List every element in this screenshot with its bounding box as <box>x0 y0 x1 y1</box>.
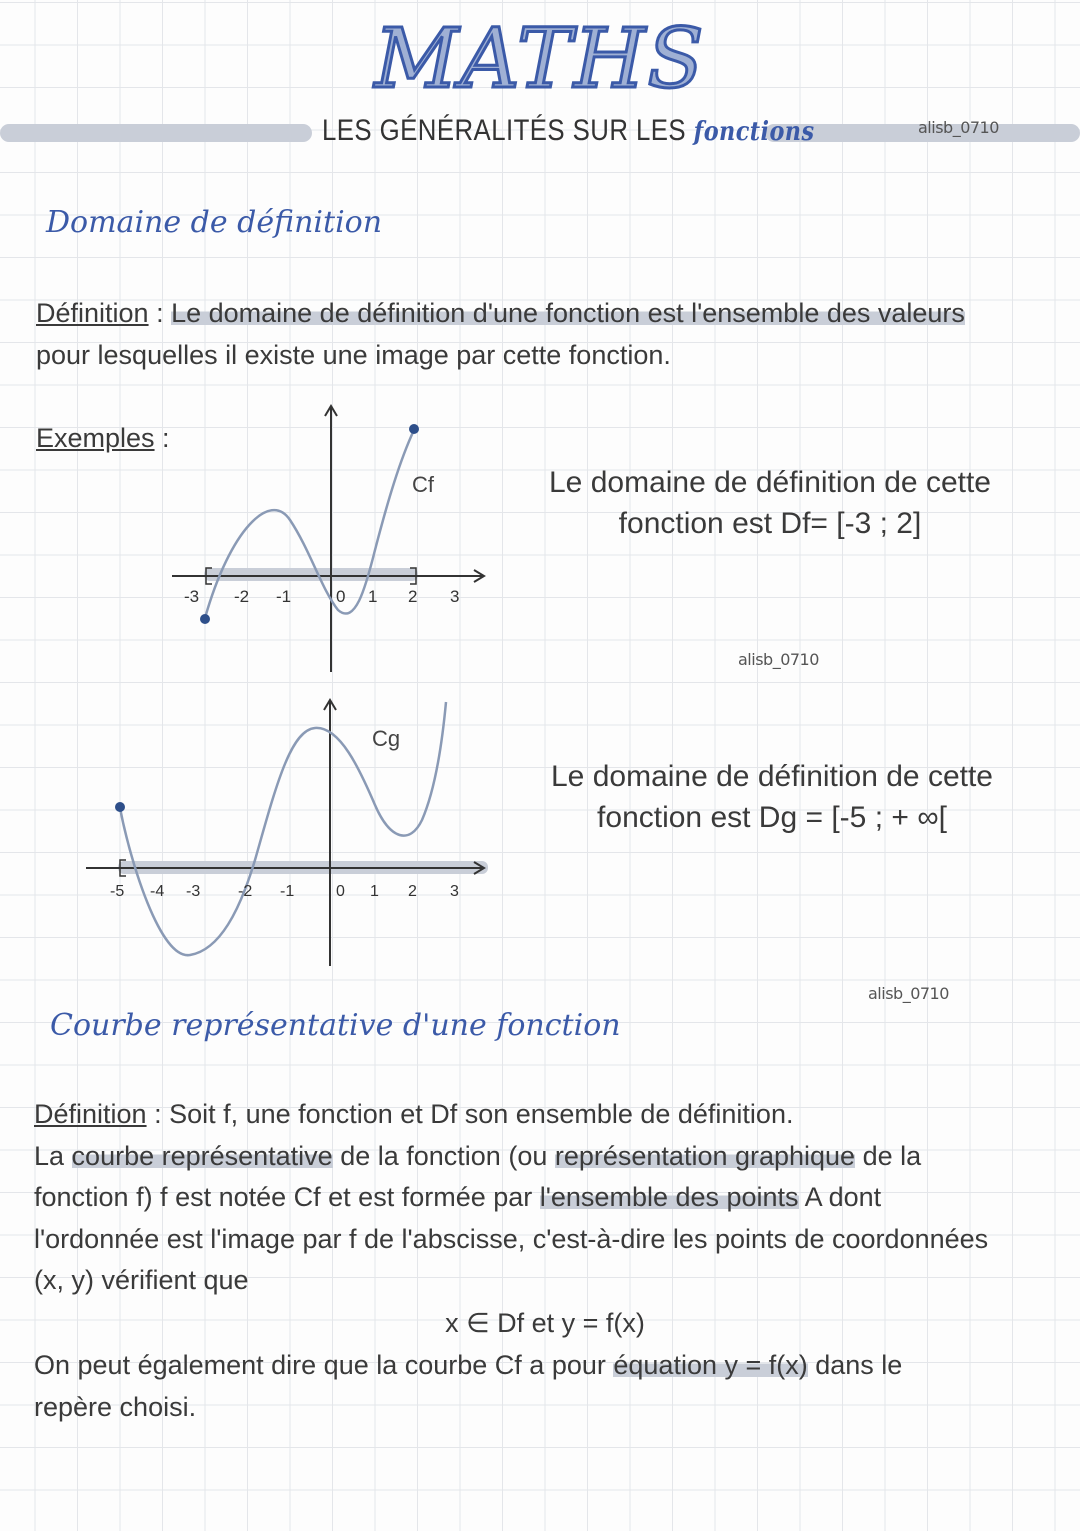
definition-label: Définition <box>36 298 149 328</box>
definition-2-line-2 <box>34 1136 988 1178</box>
caption-1-line-1: Le domaine de définition de cette <box>549 466 991 499</box>
highlight-ensemble: l'ensemble des points <box>539 1182 799 1212</box>
definition-2-line-3 <box>34 1177 988 1219</box>
tick-label: 2 <box>408 587 418 606</box>
examples-label-sep: : <box>154 423 170 453</box>
caption-example-2 <box>542 756 1002 838</box>
highlight-equation: équation y = f(x) <box>613 1350 808 1380</box>
definition-2-line-1 <box>34 1094 988 1136</box>
endpoint-left <box>115 802 125 812</box>
endpoint-right <box>409 424 419 434</box>
definition-2-line-4: l'ordonnée est l'image par f de l'abscisse, c'est-à-dire les points de coordonnées <box>34 1223 989 1254</box>
tick-label: 3 <box>450 883 459 900</box>
graph-cf <box>160 400 500 680</box>
tick-label: -1 <box>280 883 295 900</box>
header-band-left <box>0 124 312 142</box>
domain-highlight <box>204 568 418 581</box>
page-title: MATHS <box>374 12 706 107</box>
subtitle-accent: fonctions <box>693 117 815 147</box>
tick-label: 1 <box>368 587 378 606</box>
section-title-courbe: Courbe représentative d'une fonction <box>50 1008 621 1043</box>
conclusion-line-1 <box>34 1345 902 1387</box>
definition-1-text-1: Le domaine de définition d'une fonction est l'ensemble des valeurs <box>171 298 965 328</box>
tick-label: -2 <box>234 587 250 606</box>
definition-2-label: Définition <box>34 1099 147 1129</box>
watermark-mid: alisb_0710 <box>738 650 819 669</box>
caption-2-line-2: fonction est Dg = [-5 ; + ∞[ <box>597 801 947 834</box>
text-fragment: A dont <box>798 1182 882 1212</box>
formula: x ∈ Df et y = f(x) <box>445 1308 645 1338</box>
conclusion-line-2: repère choisi. <box>34 1391 197 1422</box>
highlight-representation: représentation graphique <box>554 1140 856 1171</box>
tick-label: 3 <box>450 587 460 606</box>
tick-label: -1 <box>276 587 292 606</box>
text-fragment: dans le <box>807 1350 903 1380</box>
subtitle-prefix: LES GÉNÉRALITÉS SUR LES <box>322 114 687 147</box>
watermark-top: alisb_0710 <box>918 118 999 137</box>
section-title-domaine: Domaine de définition <box>46 205 383 240</box>
tick-label: -5 <box>110 883 125 900</box>
tick-label: 1 <box>370 883 379 900</box>
tick-label: -3 <box>186 883 201 900</box>
text-fragment: On peut également dire que la courbe Cf a pour <box>34 1350 614 1380</box>
curve-label-cg: Cg <box>372 726 401 751</box>
examples-label-text: Exemples <box>36 423 155 453</box>
definition-1 <box>36 293 965 376</box>
page-subtitle <box>322 114 815 148</box>
text-fragment: La <box>34 1140 72 1171</box>
tick-label: 0 <box>336 883 345 900</box>
text-fragment: de la <box>855 1140 922 1171</box>
examples-label <box>36 418 170 460</box>
caption-2-line-1: Le domaine de définition de cette <box>551 760 993 793</box>
definition-2-sep: : <box>146 1099 170 1129</box>
definition-1-line-1 <box>36 293 965 335</box>
tick-label: -2 <box>238 883 253 900</box>
definition-sep: : <box>148 298 172 328</box>
tick-label: -3 <box>184 587 200 606</box>
definition-1-text-2: pour lesquelles il existe une image par cette fonction. <box>36 339 671 370</box>
text-fragment: de la fonction (ou <box>332 1140 555 1171</box>
highlight-courbe: courbe représentative <box>71 1140 333 1171</box>
endpoint-left <box>200 614 210 624</box>
definition-2-line-5: (x, y) vérifient que <box>34 1265 249 1295</box>
definition-2 <box>34 1094 988 1302</box>
caption-example-1 <box>540 462 1000 544</box>
graph-cg <box>80 690 500 970</box>
tick-label: -4 <box>150 883 165 900</box>
conclusion <box>34 1345 902 1428</box>
curve-label-cf: Cf <box>412 472 434 497</box>
definition-2-text-1: Soit f, une fonction et Df son ensemble de définition. <box>169 1099 794 1129</box>
caption-1-line-2: fonction est Df= [-3 ; 2] <box>618 507 922 540</box>
tick-label: 0 <box>336 587 346 606</box>
watermark-low: alisb_0710 <box>868 984 949 1003</box>
text-fragment: fonction f) f est notée Cf et est formée par <box>34 1182 540 1212</box>
tick-label: 2 <box>408 883 417 900</box>
definition-1-line-2 <box>36 335 965 377</box>
